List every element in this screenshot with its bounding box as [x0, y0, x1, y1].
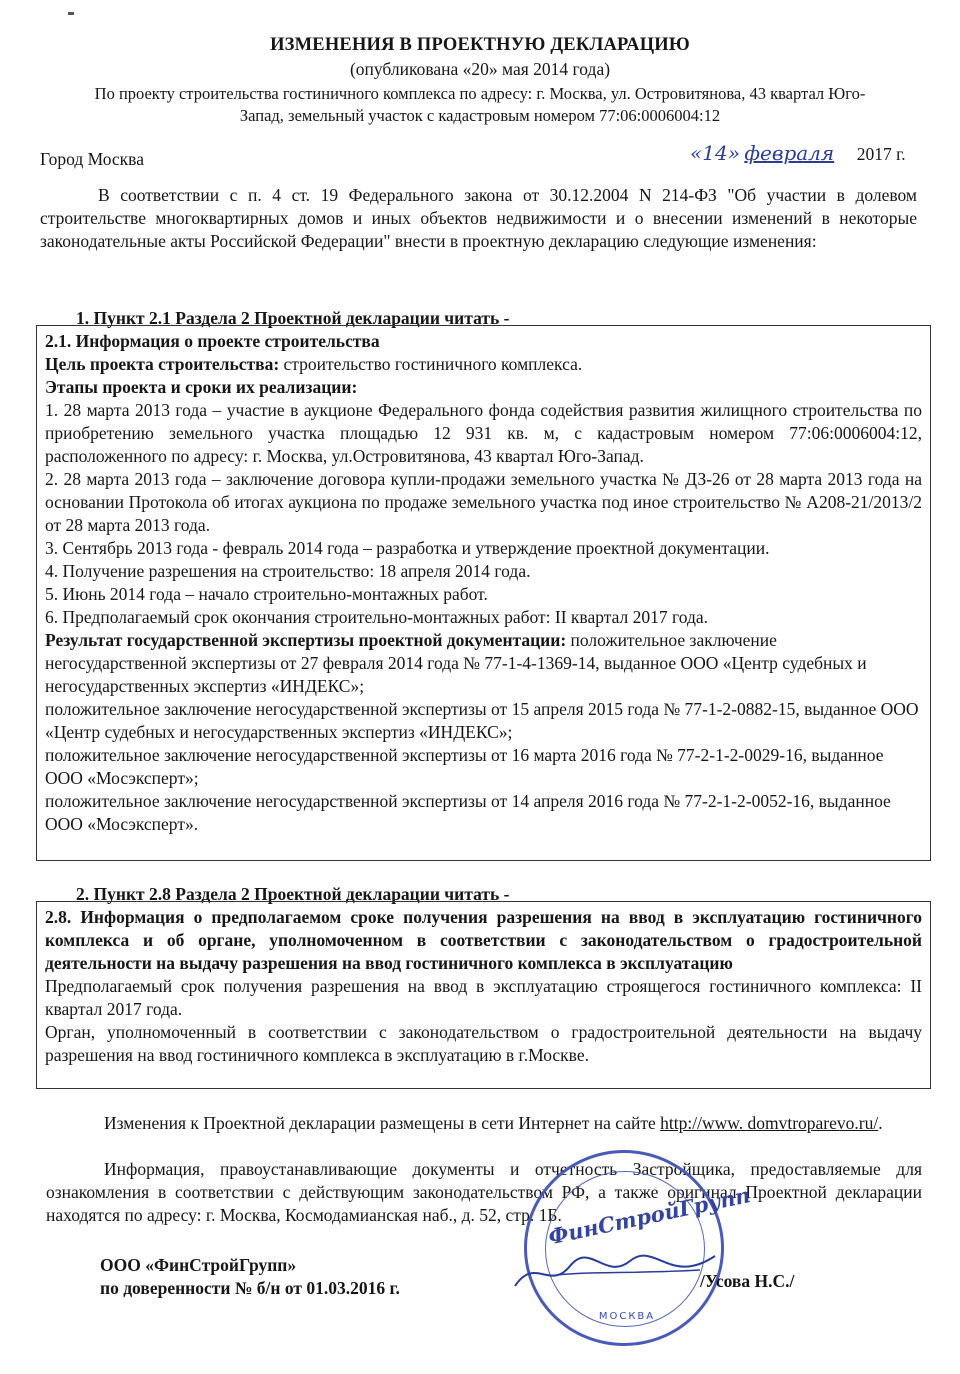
document-title: ИЗМЕНЕНИЯ В ПРОЕКТНУЮ ДЕКЛАРАЦИЮ: [270, 35, 690, 55]
handwritten-signature: [510, 1246, 720, 1296]
stage-item: 1. 28 марта 2013 года – участие в аукционе Федерального фонда содействия развития жилищного строительства по приобретению земельного участка площадью 12 931 кв. м, с кадастровым номером 77:06:0006004:12, расположенного по адресу: г. Москва, ул.Островитянова, 43 квартал Юго-Запад.: [45, 400, 922, 466]
expertise-text: положительное заключение негосударственной экспертизы от 27 февраля 2014 года № 77-1-4-1369-14, выданное ООО «Центр судебных и негосударственных экспертиз «ИНДЕКС»;: [45, 630, 867, 696]
company-name: ООО «ФинСтройГрупп»: [100, 1255, 297, 1275]
expertise-label: Результат государственной экспертизы проектной документации:: [45, 630, 567, 650]
date-open-quote: «: [690, 141, 703, 165]
expertise-result: [45, 629, 922, 698]
stage-item: 3. Сентябрь 2013 года - февраль 2014 года – разработка и утверждение проектной документации.: [45, 538, 770, 558]
city-label: Город Москва: [40, 149, 144, 169]
website-link[interactable]: http://www. domvtroparevo.ru/: [660, 1113, 879, 1133]
section2-authority: Орган, уполномоченный в соответствии с законодательством о градостроительной деятельности на выдачу разрешения на ввод гостиничного комплекса в эксплуатацию в г.Москве.: [45, 1022, 922, 1065]
expertise-item: положительное заключение негосударственной экспертизы от 14 апреля 2016 года № 77-2-1-2-0052-16, выданное ООО «Мосэксперт».: [45, 791, 891, 834]
section2-deadline: Предполагаемый срок получения разрешения на ввод в эксплуатацию строящегося гостиничного комплекса: II квартал 2017 года.: [45, 976, 922, 1019]
stage-item: 4. Получение разрешения на строительство: 18 апреля 2014 года.: [45, 561, 531, 581]
goal-label: Цель проекта строительства:: [45, 354, 280, 374]
goal-text: строительство гостиничного комплекса.: [279, 354, 583, 374]
date-day: 14: [702, 141, 728, 165]
date-month: февраля: [744, 141, 835, 165]
project-address-line1: По проекту строительства гостиничного комплекса по адресу: г. Москва, ул. Островитянова, 43 квартал Юго-: [94, 84, 866, 103]
internet-text: Изменения к Проектной декларации размещены в сети Интернет на сайте: [104, 1113, 661, 1133]
stage-item: 5. Июнь 2014 года – начало строительно-монтажных работ.: [45, 584, 488, 604]
section2-box: [36, 901, 931, 1089]
section1-box: [36, 325, 931, 861]
seal-company-name: ФинСтройГрупп: [546, 1182, 753, 1250]
stage-item: 6. Предполагаемый срок окончания строительно-монтажных работ: II квартал 2017 года.: [45, 607, 709, 627]
seal-city: МОСКВА: [598, 1311, 656, 1322]
date-close-quote: »: [727, 141, 740, 165]
intro-paragraph: В соответствии с п. 4 ст. 19 Федерального закона от 30.12.2004 N 214-ФЗ "Об участии в долевом строительстве многоквартирных домов и иных объектов недвижимости и о внесении изменений в некоторые законодательные акты Российской Федерации" внести в проектную декларацию следующие изменения:: [40, 185, 917, 251]
expertise-item: положительное заключение негосударственной экспертизы от 15 апреля 2015 года № 77-1-2-0882-15, выданное ООО «Центр судебных и негосударственных экспертиз «ИНДЕКС»;: [45, 699, 919, 742]
project-goal: [45, 353, 922, 376]
section2-box-title: 2.8. Информация о предполагаемом сроке получения разрешения на ввод в эксплуатацию гостиничного комплекса и об органе, уполномоченном в соответствии с законодательством о градостроительной деятельности на выдачу разрешения на ввод гостиничного комплекса в эксплуатацию: [45, 907, 922, 973]
project-address-line2: Запад, земельный участок с кадастровым номером 77:06:0006004:12: [239, 106, 721, 125]
section1-box-title: 2.1. Информация о проекте строительства: [45, 331, 380, 351]
documents-paragraph: Информация, правоустанавливающие документы и отчетность Застройщика, предоставляемые для ознакомления в соответствии с действующим законодательством РФ, а также оригинал Проектной декларации находятся по адресу: г. Москва, Космодамианская наб., д. 52, стр. 1Б.: [46, 1159, 922, 1225]
section1-heading: 1. Пункт 2.1 Раздела 2 Проектной декларации читать -: [76, 308, 510, 328]
stages-label: Этапы проекта и сроки их реализации:: [45, 377, 358, 397]
website-link-tail: .: [878, 1113, 883, 1133]
date-year: 2017 г.: [856, 144, 906, 164]
stage-item: 2. 28 марта 2013 года – заключение договора купли-продажи земельного участка № ДЗ-26 от 28 марта 2013 года на основании Протокола об итогах аукциона по продаже земельного участка под иное строительство № А208-21/2013/2 от 28 марта 2013 года.: [45, 469, 922, 535]
publication-date: (опубликована «20» мая 2014 года): [349, 59, 611, 79]
section2-heading: 2. Пункт 2.8 Раздела 2 Проектной декларации читать -: [76, 884, 510, 904]
signer-name: /Усова Н.С./: [700, 1271, 795, 1291]
document-date: [690, 142, 920, 166]
power-of-attorney: по доверенности № б/н от 01.03.2016 г.: [100, 1278, 400, 1298]
expertise-item: положительное заключение негосударственной экспертизы от 16 марта 2016 года № 77-2-1-2-0029-16, выданное ООО «Мосэксперт»;: [45, 745, 884, 788]
internet-paragraph: [46, 1112, 922, 1135]
scan-mark: [68, 12, 74, 15]
